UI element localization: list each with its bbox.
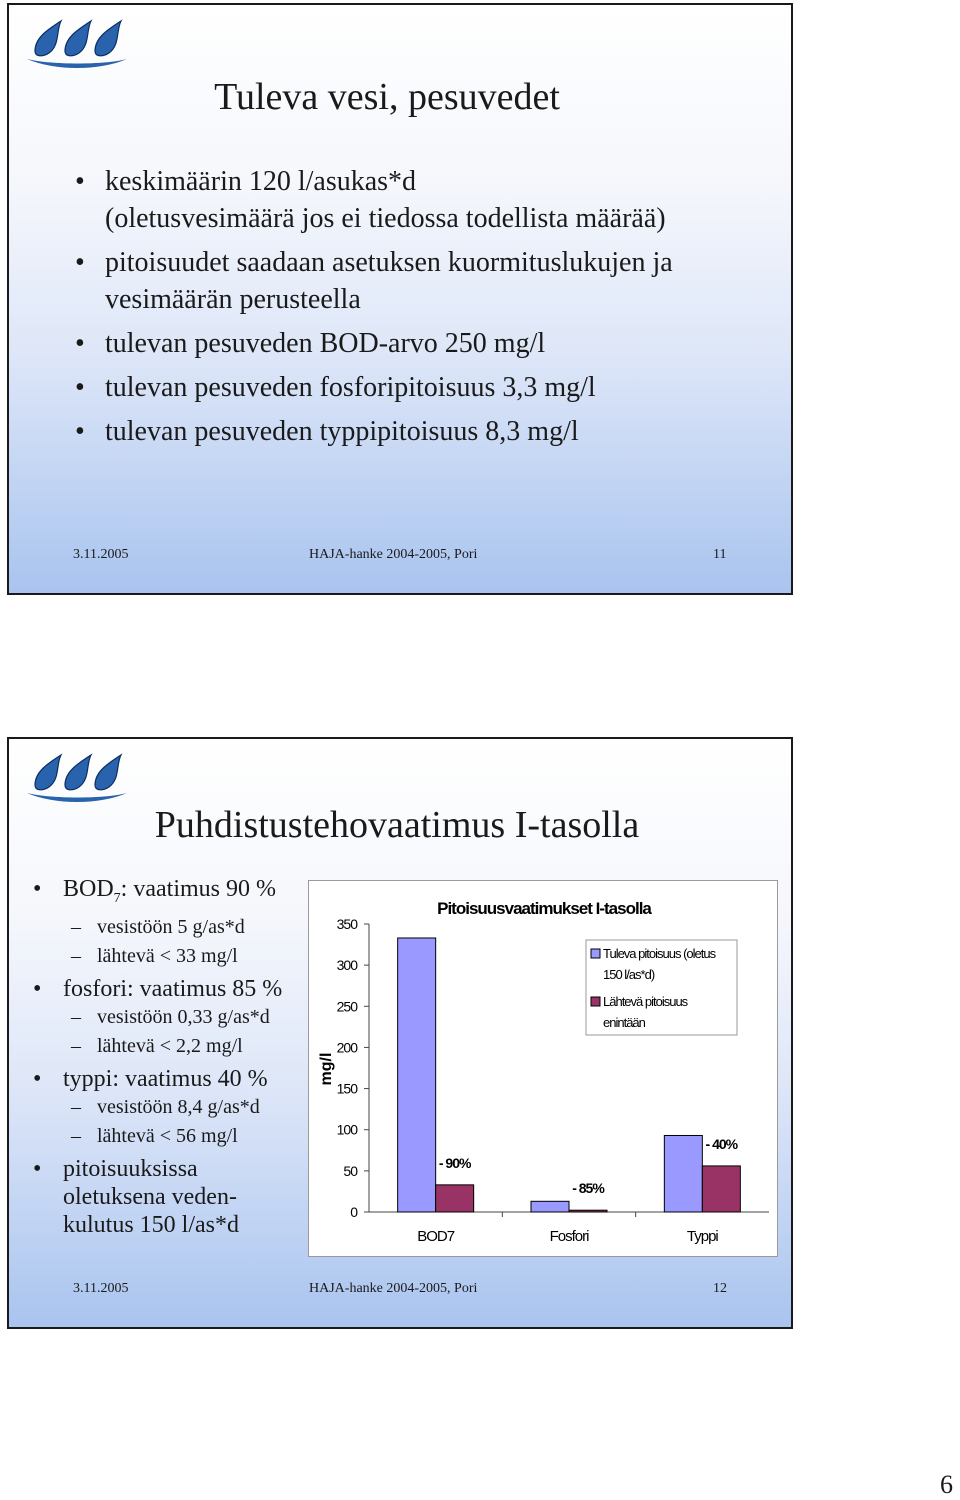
bullet-text: • pitoisuudet saadaan asetuksen kuormituslukujen ja [105, 247, 673, 278]
bullet-text: oletuksena veden- [63, 1183, 237, 1210]
y-tick-label: 150 [336, 1080, 357, 1097]
bullet-text: • keskimäärin 120 l/asukas*d [105, 166, 417, 197]
slide-title: Puhdistustehovaatimus I-tasolla [154, 804, 640, 846]
bullet-item [75, 163, 673, 237]
y-tick-label: 0 [350, 1204, 357, 1220]
bod-subscript: 7 [113, 890, 121, 906]
x-tick-label: Typpi [686, 1228, 718, 1245]
y-tick-label: 200 [336, 1039, 357, 1056]
legend-swatch [591, 949, 600, 958]
bod-prefix: BOD [63, 876, 114, 902]
requirements-list [33, 871, 323, 1239]
bar [398, 938, 436, 1212]
y-tick-label: 50 [343, 1162, 357, 1179]
bullet-text: kulutus 150 l/as*d [63, 1211, 240, 1238]
sub-bullet: – lähtevä < 56 mg/l [33, 1122, 323, 1151]
footer-slide-number: 12 [713, 1281, 727, 1296]
legend-label: enintään [603, 1015, 645, 1030]
bullet-item [75, 413, 673, 450]
y-axis-label: mg/l [318, 1052, 335, 1086]
x-tick-label: Fosfori [549, 1228, 589, 1245]
footer-slide-number: 11 [713, 547, 727, 562]
bar [436, 1185, 474, 1212]
legend-label: Tuleva pitoisuus (oletus [603, 946, 716, 961]
reduction-label: - 40% [705, 1135, 738, 1152]
bullet-text: (oletusvesimäärä jos ei tiedossa todellista määrää) [105, 203, 666, 234]
legend-label: 150 l/as*d) [603, 967, 655, 982]
water-drops-logo-icon [25, 15, 129, 69]
sub-bullet: – vesistöön 0,33 g/as*d [33, 1003, 323, 1032]
fosfori-bullet: • fosfori: vaatimus 85 % [33, 975, 323, 1003]
footer-date: 3.11.2005 [73, 547, 129, 562]
y-tick-label: 100 [336, 1121, 357, 1138]
bullet-text: • tulevan pesuveden BOD-arvo 250 mg/l [105, 328, 546, 359]
bar [569, 1210, 607, 1212]
sub-bullet: – lähtevä < 2,2 mg/l [33, 1032, 323, 1061]
y-tick-label: 250 [336, 998, 357, 1015]
footer-date: 3.11.2005 [73, 1281, 129, 1296]
flow-assumption-bullet [33, 1155, 323, 1239]
bullet-list [75, 163, 673, 457]
legend-label: Lähtevä pitoisuus [603, 994, 688, 1009]
x-tick-label: BOD7 [417, 1228, 455, 1245]
reduction-label: - 90% [438, 1154, 471, 1171]
bar [531, 1201, 569, 1212]
bullet-text: vesimäärän perusteella [105, 284, 361, 315]
y-tick-label: 300 [336, 957, 357, 974]
sub-bullet: – lähtevä < 33 mg/l [33, 942, 323, 971]
requirements-bar-chart [308, 880, 778, 1257]
y-tick-label: 350 [336, 916, 357, 932]
bod-bullet [33, 875, 323, 913]
bullet-item [75, 325, 673, 362]
bullet-item [75, 369, 673, 406]
footer-project: HAJA-hanke 2004-2005, Pori [309, 1281, 478, 1296]
bar [664, 1135, 702, 1212]
bod-requirement: : vaatimus 90 % [120, 876, 276, 902]
slide-12 [7, 737, 793, 1329]
sub-bullet: – vesistöön 5 g/as*d [33, 913, 323, 942]
typpi-bullet: • typpi: vaatimus 40 % [33, 1065, 323, 1093]
bullet-item [75, 244, 673, 318]
bullet-text: • tulevan pesuveden typpipitoisuus 8,3 mg/l [105, 416, 579, 447]
bar [702, 1166, 740, 1212]
chart-canvas [309, 881, 779, 1258]
slide-title: Tuleva vesi, pesuvedet [214, 76, 560, 118]
reduction-label: - 85% [572, 1180, 604, 1197]
bullet-text: • tulevan pesuveden fosforipitoisuus 3,3 mg/l [105, 372, 596, 403]
legend-swatch [591, 997, 600, 1006]
page-number: 6 [940, 1470, 953, 1499]
slide-11 [7, 3, 793, 595]
sub-bullet: – vesistöön 8,4 g/as*d [33, 1093, 323, 1122]
water-drops-logo-icon [25, 749, 129, 803]
footer-project: HAJA-hanke 2004-2005, Pori [309, 547, 478, 562]
bullet-text: • pitoisuuksissa [63, 1155, 198, 1182]
chart-title: Pitoisuusvaatimukset I-tasolla [437, 899, 651, 918]
